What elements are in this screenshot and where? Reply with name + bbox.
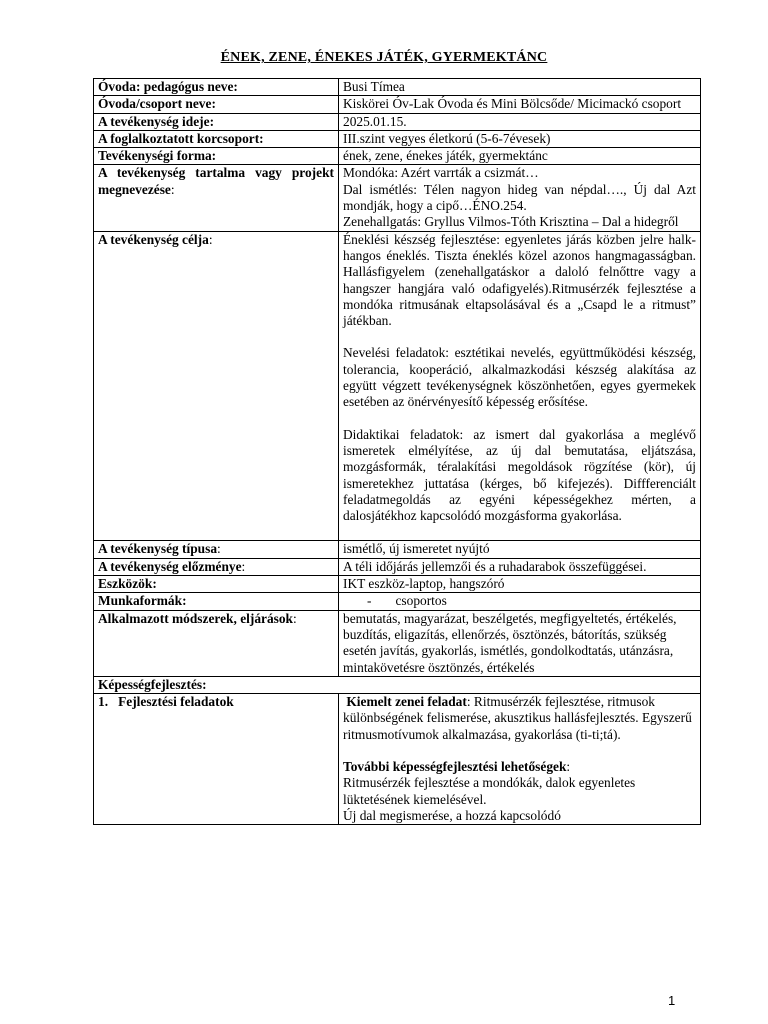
antecedent-label-colon: :	[241, 558, 246, 574]
content-line: Mondóka: Azért varrták a csizmát…	[343, 165, 539, 181]
content-line: Dal ismétlés: Télen nagyon hideg van népdal…., Új dal Azt mondják, hogy a cipő…ÉNO.254.	[343, 181, 696, 214]
activity-type-label-text: A tevékenység típusa	[98, 541, 218, 557]
table-row	[94, 113, 701, 130]
group-value: Kiskörei Óv-Lak Óvoda és Mini Bölcsőde/ Micimackó csoport	[339, 96, 701, 113]
work-forms-label: Munkaformák:	[94, 593, 339, 610]
table-row	[94, 576, 701, 593]
further-tasks-label: További képességfejlesztési lehetőségek	[343, 758, 567, 774]
further-task-line: Új dal megismerése, a hozzá kapcsolódó	[343, 807, 561, 823]
content-value	[339, 165, 701, 231]
highlight-task-text: : Ritmusérzék fejlesztése, ritmusok különbségének felismerése, akusztikus hallásfejlesztés. Egyszerű ritmusmotívumok alkalmazása, gyakorlása (ti-ti;tá).	[343, 694, 692, 742]
goal-paragraph: Éneklési készség fejlesztése: egyenletes járás közben jelre halk-hangos éneklés. Tiszta éneklés közel azonos hangmagasságban. Hallásfigyelem (zenehallgatáskor a daloló felnőttre vagy a hangszer hangjára való odafigyelés).Ritmusérzék fejlesztése a mondóka ritmusának eltapsolásával és a „Csapd le a ritmust” játékban.	[343, 231, 696, 329]
work-forms-value	[339, 593, 701, 610]
methods-value: bemutatás, magyarázat, beszélgetés, megfigyeltetés, értékelés, buzdítás, eligazítás, ellenőrzés, ösztönzés, bátorítás, szükség esetén javítás, gyakorlás, ismétlés, gondolkodtatás, utánzásra, mintakövetésre ösztönzés, értékelés	[339, 610, 701, 676]
methods-label	[94, 610, 339, 676]
skills-heading: Képességfejlesztés:	[94, 676, 701, 693]
goal-label	[94, 231, 339, 541]
activity-form-value: ének, zene, énekes játék, gyermektánc	[339, 148, 701, 165]
teacher-value: Busi Tímea	[339, 79, 701, 96]
methods-label-colon: :	[293, 610, 297, 626]
date-label: A tevékenység ideje:	[94, 113, 339, 130]
table-row	[94, 610, 701, 676]
goal-value	[339, 231, 701, 541]
highlight-task	[343, 694, 696, 743]
highlight-task-label: Kiemelt zenei feladat	[346, 694, 467, 710]
further-task-line: Ritmusérzék fejlesztése a mondókák, dalok egyenletes lüktetésének kiemelésével.	[343, 775, 636, 807]
goal-paragraph: Nevelési feladatok: esztétikai nevelés, együttműködési készség, tolerancia, kooperáció, alkalmazkodási készség alakítása az együtt végzett tevékenységnek köszönhetően, egyes gyermekek esetében az önérvényesítő képesség erősítése.	[343, 345, 696, 410]
content-label-colon: :	[170, 181, 175, 197]
table-row	[94, 165, 701, 231]
table-row	[94, 593, 701, 610]
activity-form-label: Tevékenységi forma:	[94, 148, 339, 165]
teacher-label: Óvoda: pedagógus neve:	[94, 79, 339, 96]
activity-type-value: ismétlő, új ismeretet nyújtó	[339, 541, 701, 558]
development-tasks-value	[339, 694, 701, 825]
table-row	[94, 96, 701, 113]
table-row	[94, 148, 701, 165]
antecedent-label-text: A tevékenység előzménye	[98, 558, 242, 574]
antecedent-value: A téli időjárás jellemzői és a ruhadarabok összefüggései.	[339, 558, 701, 575]
tools-value: IKT eszköz-laptop, hangszóró	[339, 576, 701, 593]
age-group-value: III.szint vegyes életkorú (5-6-7évesek)	[339, 130, 701, 147]
tools-label: Eszközök:	[94, 576, 339, 593]
table-row	[94, 130, 701, 147]
work-forms-text: csoportos	[395, 593, 447, 609]
goal-label-text: A tevékenység célja	[98, 231, 209, 247]
table-row	[94, 231, 701, 541]
antecedent-label	[94, 558, 339, 575]
page-number: 1	[668, 993, 676, 1008]
goal-paragraph: Didaktikai feladatok: az ismert dal gyakorlása a meglévő ismeretek elmélyítése, az új dal bemutatása, eljátszása, mozgásformák, téralakítási megoldások rögzítése (kör), új ismeretekhez juttatása (kérges, bő kifejezés). Diffferenciált feladatmegoldás az egyéni képességekhez mérten, a dalosjátékhoz kapcsolódó mozgásforma gyakorlása.	[343, 426, 696, 524]
date-value: 2025.01.15.	[339, 113, 701, 130]
age-group-label: A foglalkoztatott korcsoport:	[94, 130, 339, 147]
table-row	[94, 558, 701, 575]
further-tasks-heading	[343, 759, 696, 775]
content-label	[94, 165, 339, 231]
content-label-text: A tevékenység tartalma vagy projekt megnevezése	[98, 165, 334, 197]
methods-label-text: Alkalmazott módszerek, eljárások	[98, 610, 294, 626]
group-label: Óvoda/csoport neve:	[94, 96, 339, 113]
lesson-plan-table	[93, 78, 701, 825]
activity-type-label-colon: :	[217, 541, 221, 557]
activity-type-label	[94, 541, 339, 558]
work-forms-dash: -	[367, 593, 372, 609]
development-tasks-label: 1. Fejlesztési feladatok	[94, 694, 339, 825]
table-row	[94, 694, 701, 825]
table-row	[94, 79, 701, 96]
goal-label-colon: :	[208, 231, 213, 247]
table-row	[94, 676, 701, 693]
further-tasks-colon: :	[566, 758, 571, 774]
content-line: Zenehallgatás: Gryllus Vilmos-Tóth Krisztina – Dal a hidegről	[343, 214, 679, 230]
further-tasks	[343, 759, 696, 824]
page-title: ÉNEK, ZENE, ÉNEKES JÁTÉK, GYERMEKTÁNC	[220, 50, 548, 65]
table-row	[94, 541, 701, 558]
